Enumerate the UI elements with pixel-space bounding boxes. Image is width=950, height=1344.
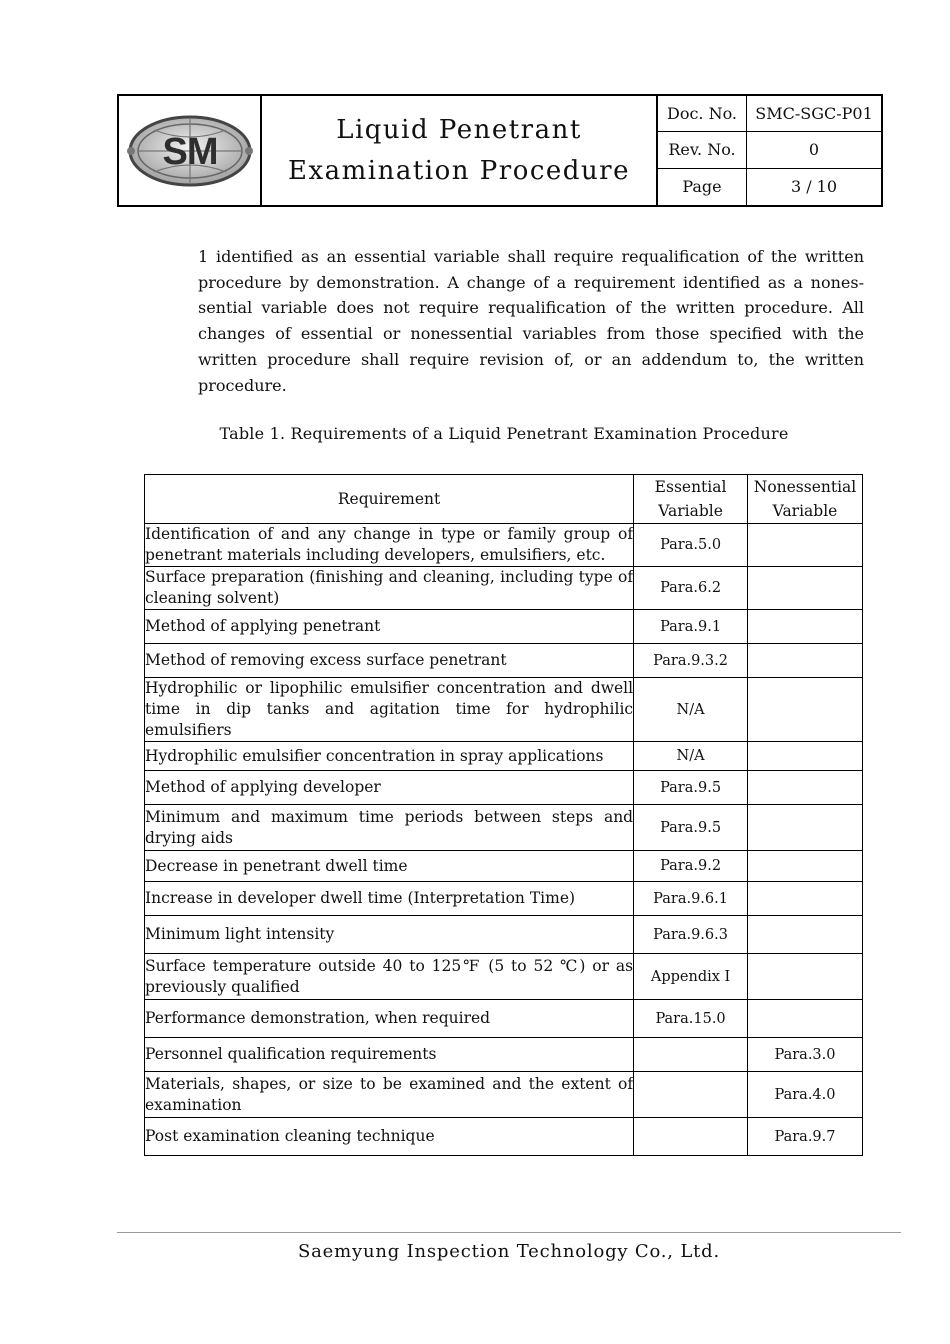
nonessential-cell bbox=[748, 644, 863, 678]
requirement-cell: Method of applying penetrant bbox=[145, 610, 634, 644]
table-row bbox=[145, 916, 863, 954]
table-row bbox=[145, 1038, 863, 1072]
page-label: Page bbox=[658, 169, 747, 205]
essential-cell bbox=[634, 1072, 748, 1118]
table-row bbox=[145, 644, 863, 678]
table-row bbox=[145, 610, 863, 644]
requirements-table bbox=[144, 474, 863, 1156]
table-row bbox=[145, 851, 863, 882]
body-paragraph bbox=[198, 244, 864, 398]
essential-cell: N/A bbox=[634, 742, 748, 771]
requirement-cell: Hydrophilic emulsifier concentration in spray applications bbox=[145, 742, 634, 771]
nonessential-cell bbox=[748, 882, 863, 916]
essential-cell: Para.9.6.1 bbox=[634, 882, 748, 916]
table-row bbox=[145, 1000, 863, 1038]
nonessential-cell bbox=[748, 524, 863, 567]
requirement-cell: Minimum and maximum time periods between steps and drying aids bbox=[145, 805, 634, 851]
table-row bbox=[145, 882, 863, 916]
paragraph-line: changes of essential or nonessential variables from those specified with the bbox=[198, 324, 864, 344]
rev-no-label: Rev. No. bbox=[658, 132, 747, 168]
footer-divider bbox=[117, 1232, 901, 1233]
nonessential-cell bbox=[748, 805, 863, 851]
table-header-row bbox=[145, 475, 863, 524]
nonessential-cell bbox=[748, 567, 863, 610]
paragraph-line: sential variable does not require requalification of the written procedure. All bbox=[198, 298, 864, 318]
requirement-cell: Surface preparation (finishing and cleaning, including type of cleaning solvent) bbox=[145, 567, 634, 610]
document-title bbox=[262, 96, 658, 205]
essential-cell: Para.6.2 bbox=[634, 567, 748, 610]
doc-no-value: SMC-SGC-P01 bbox=[747, 96, 881, 132]
nonessential-cell: Para.4.0 bbox=[748, 1072, 863, 1118]
essential-cell: Para.5.0 bbox=[634, 524, 748, 567]
table-row bbox=[145, 524, 863, 567]
footer-company: Saemyung Inspection Technology Co., Ltd. bbox=[298, 1241, 720, 1262]
essential-cell: N/A bbox=[634, 678, 748, 742]
essential-cell: Para.9.5 bbox=[634, 771, 748, 805]
nonessential-cell bbox=[748, 954, 863, 1000]
header-nonessential-line1: Nonessential bbox=[753, 478, 857, 496]
header-nonessential bbox=[748, 475, 863, 524]
requirement-cell: Increase in developer dwell time (Interpretation Time) bbox=[145, 882, 634, 916]
header-essential bbox=[634, 475, 748, 524]
essential-cell bbox=[634, 1038, 748, 1072]
table-row bbox=[145, 771, 863, 805]
svg-text:SM: SM bbox=[162, 130, 217, 173]
document-meta-grid bbox=[658, 96, 881, 205]
requirement-cell: Identification of and any change in type or family group of penetrant materials including developers, emulsifiers, etc. bbox=[145, 524, 634, 567]
essential-cell: Para.9.6.3 bbox=[634, 916, 748, 954]
paragraph-line: procedure by demonstration. A change of a requirement identified as a nones- bbox=[198, 272, 864, 292]
company-logo-cell bbox=[119, 96, 262, 205]
doc-no-label: Doc. No. bbox=[658, 96, 747, 132]
document-header bbox=[117, 94, 883, 207]
nonessential-cell bbox=[748, 610, 863, 644]
nonessential-cell bbox=[748, 742, 863, 771]
rev-no-value: 0 bbox=[747, 132, 881, 168]
essential-cell: Para.9.3.2 bbox=[634, 644, 748, 678]
paragraph-line: procedure. bbox=[198, 375, 287, 395]
header-nonessential-line2: Variable bbox=[772, 502, 838, 520]
essential-cell: Appendix I bbox=[634, 954, 748, 1000]
paragraph-line: 1 identified as an essential variable shall require requalification of the written bbox=[198, 247, 864, 266]
table-row bbox=[145, 1072, 863, 1118]
table-row bbox=[145, 678, 863, 742]
nonessential-cell bbox=[748, 851, 863, 882]
nonessential-cell bbox=[748, 916, 863, 954]
table-row bbox=[145, 1118, 863, 1156]
requirement-cell: Surface temperature outside 40 to 125℉ (5 to 52 ℃) or as previously qualified bbox=[145, 954, 634, 1000]
table-row bbox=[145, 567, 863, 610]
requirement-cell: Decrease in penetrant dwell time bbox=[145, 851, 634, 882]
header-essential-line2: Variable bbox=[658, 502, 723, 520]
nonessential-cell: Para.3.0 bbox=[748, 1038, 863, 1072]
title-line-1: Liquid Penetrant bbox=[336, 114, 582, 145]
requirement-cell: Minimum light intensity bbox=[145, 916, 634, 954]
essential-cell: Para.15.0 bbox=[634, 1000, 748, 1038]
nonessential-cell: Para.9.7 bbox=[748, 1118, 863, 1156]
nonessential-cell bbox=[748, 678, 863, 742]
header-requirement: Requirement bbox=[145, 475, 634, 524]
sm-logo-icon bbox=[124, 112, 256, 190]
essential-cell: Para.9.5 bbox=[634, 805, 748, 851]
essential-cell: Para.9.1 bbox=[634, 610, 748, 644]
table-row bbox=[145, 954, 863, 1000]
table-caption: Table 1. Requirements of a Liquid Penetrant Examination Procedure bbox=[219, 424, 789, 443]
essential-cell bbox=[634, 1118, 748, 1156]
table-row bbox=[145, 805, 863, 851]
nonessential-cell bbox=[748, 1000, 863, 1038]
requirement-cell: Performance demonstration, when required bbox=[145, 1000, 634, 1038]
title-line-2: Examination Procedure bbox=[287, 155, 630, 186]
table-row bbox=[145, 742, 863, 771]
requirement-cell: Materials, shapes, or size to be examined and the extent of examination bbox=[145, 1072, 634, 1118]
requirement-cell: Personnel qualification requirements bbox=[145, 1038, 634, 1072]
header-essential-line1: Essential bbox=[654, 478, 727, 496]
requirement-cell: Post examination cleaning technique bbox=[145, 1118, 634, 1156]
requirement-cell: Method of applying developer bbox=[145, 771, 634, 805]
requirement-cell: Method of removing excess surface penetrant bbox=[145, 644, 634, 678]
nonessential-cell bbox=[748, 771, 863, 805]
page-value: 3 / 10 bbox=[790, 177, 838, 197]
paragraph-line: written procedure shall require revision of, or an addendum to, the written bbox=[198, 349, 864, 369]
requirement-cell: Hydrophilic or lipophilic emulsifier concentration and dwell time in dip tanks and agitation time for hydrophilic emulsifiers bbox=[145, 678, 634, 742]
essential-cell: Para.9.2 bbox=[634, 851, 748, 882]
